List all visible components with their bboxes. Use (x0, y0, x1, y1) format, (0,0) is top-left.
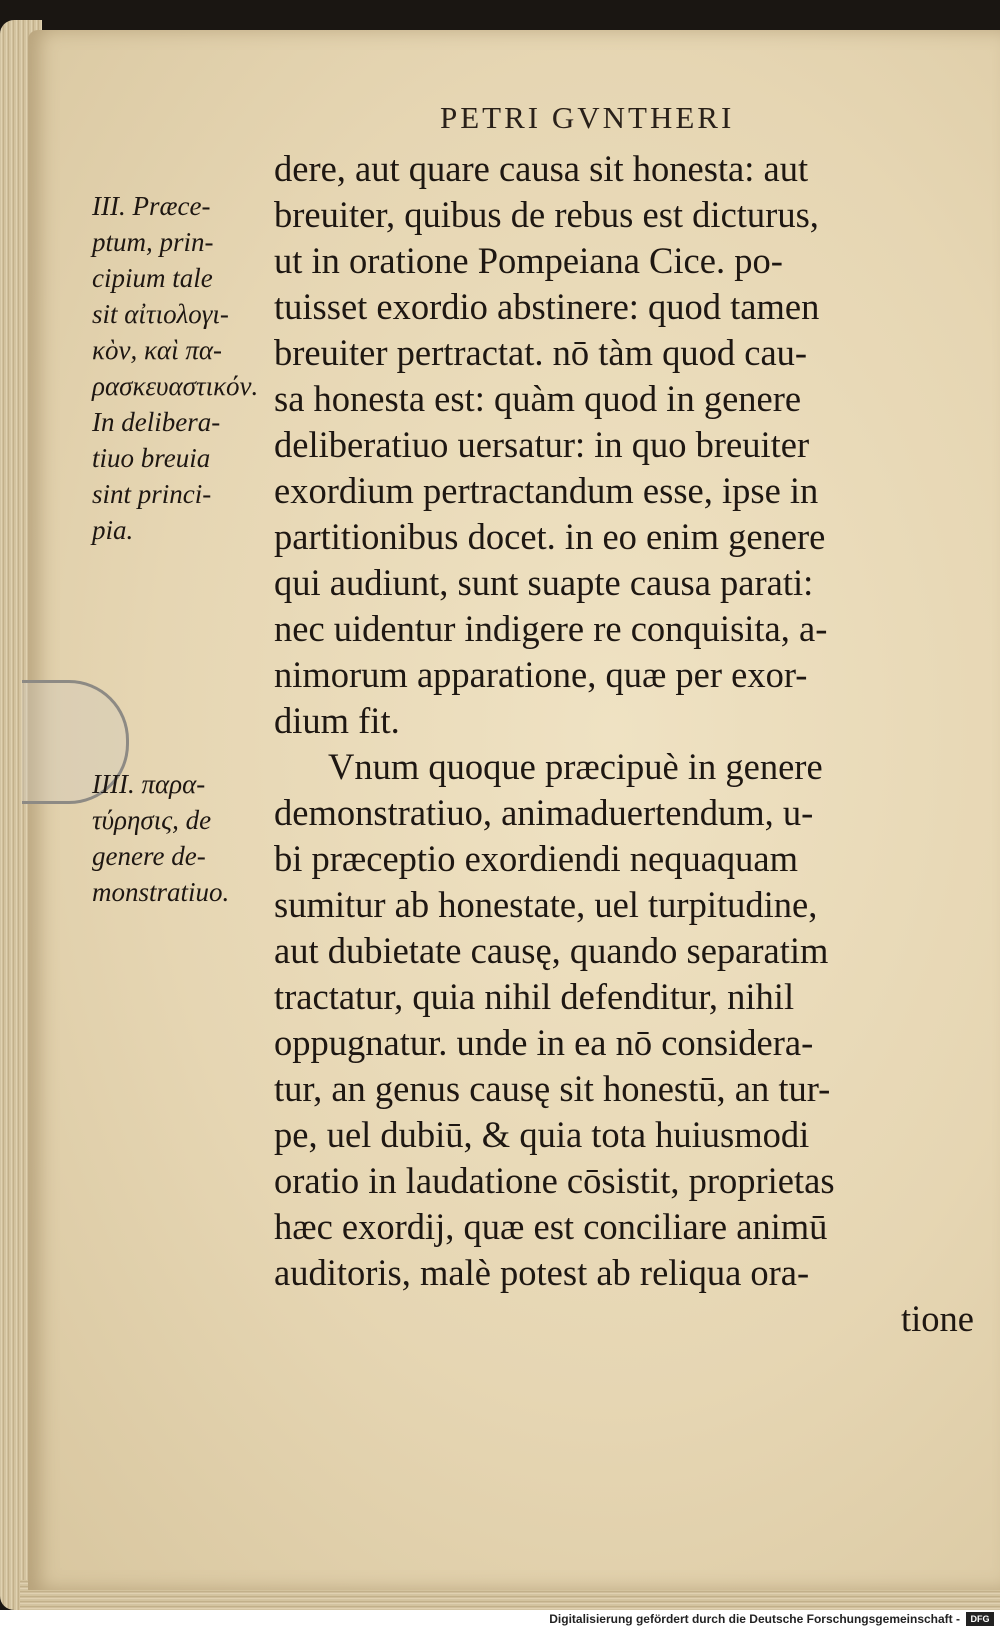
text-line: pe, uel dubiū, & quia tota huiusmodi (274, 1114, 810, 1155)
margin-line: τύρησις, de (92, 805, 212, 835)
margin-line: sit αἰτιολογι- (92, 299, 229, 329)
catchword: tione (901, 1298, 974, 1339)
dfg-logo: DFG (966, 1612, 994, 1626)
margin-line: In delibera- (92, 407, 221, 437)
margin-line: pia. (92, 515, 134, 545)
digitization-footer (0, 1610, 1000, 1630)
margin-line: monstratiuo. (92, 877, 230, 907)
margin-line: ρασκευαστικόν. (92, 371, 259, 401)
text-line: sa honesta est: quàm quod in genere (274, 378, 802, 419)
margin-line: tiuo breuia (92, 443, 211, 473)
text-line: nec uidentur indigere re conquisita, a- (274, 608, 828, 649)
margin-line: cipium tale (92, 263, 213, 293)
text-line: exordium pertractandum esse, ipse in (274, 470, 819, 511)
text-line: auditoris, malè potest ab reliqua ora- (274, 1252, 810, 1293)
margin-note-1 (92, 188, 267, 548)
text-line: Vnum quoque præcipuè in genere (328, 746, 823, 787)
text-line: dere, aut quare causa sit honesta: aut (274, 148, 809, 189)
text-line: partitionibus docet. in eo enim genere (274, 516, 826, 557)
text-line: tuisset exordio abstinere: quod tamen (274, 286, 820, 327)
main-text-block (274, 146, 974, 1342)
margin-line: ptum, prin- (92, 227, 214, 257)
margin-line: κὸν, καὶ πα- (92, 335, 223, 365)
footer-credit: Digitalisierung gefördert durch die Deutsche Forschungsgemeinschaft - (549, 1612, 960, 1626)
text-line: demonstratiuo, animaduertendum, u- (274, 792, 814, 833)
running-head: PETRI GVNTHERI (440, 100, 735, 135)
margin-line: IIII. παρα- (92, 769, 206, 799)
text-line: qui audiunt, sunt suapte causa parati: (274, 562, 814, 603)
margin-note-2 (92, 766, 267, 910)
margin-line: III. Præce- (92, 191, 211, 221)
text-line: breuiter pertractat. nō tàm quod cau- (274, 332, 808, 373)
text-line: tur, an genus causę sit honestū, an tur- (274, 1068, 831, 1109)
text-line: ut in oratione Pompeiana Cice. po- (274, 240, 783, 281)
text-line: tractatur, quia nihil defenditur, nihil (274, 976, 795, 1017)
text-line: deliberatiuo uersatur: in quo breuiter (274, 424, 810, 465)
text-line: nimorum apparatione, quæ per exor- (274, 654, 808, 695)
text-line: hæc exordij, quæ est conciliare animū (274, 1206, 828, 1247)
text-line: bi præceptio exordiendi nequaquam (274, 838, 799, 879)
text-line: aut dubietate causę, quando separatim (274, 930, 829, 971)
text-line: oppugnatur. unde in ea nō considera- (274, 1022, 814, 1063)
margin-line: genere de- (92, 841, 206, 871)
text-line: breuiter, quibus de rebus est dicturus, (274, 194, 819, 235)
margin-line: sint princi- (92, 479, 212, 509)
text-line: dium fit. (274, 700, 400, 741)
text-line: oratio in laudatione cōsistit, proprietas (274, 1160, 835, 1201)
text-line: sumitur ab honestate, uel turpitudine, (274, 884, 818, 925)
